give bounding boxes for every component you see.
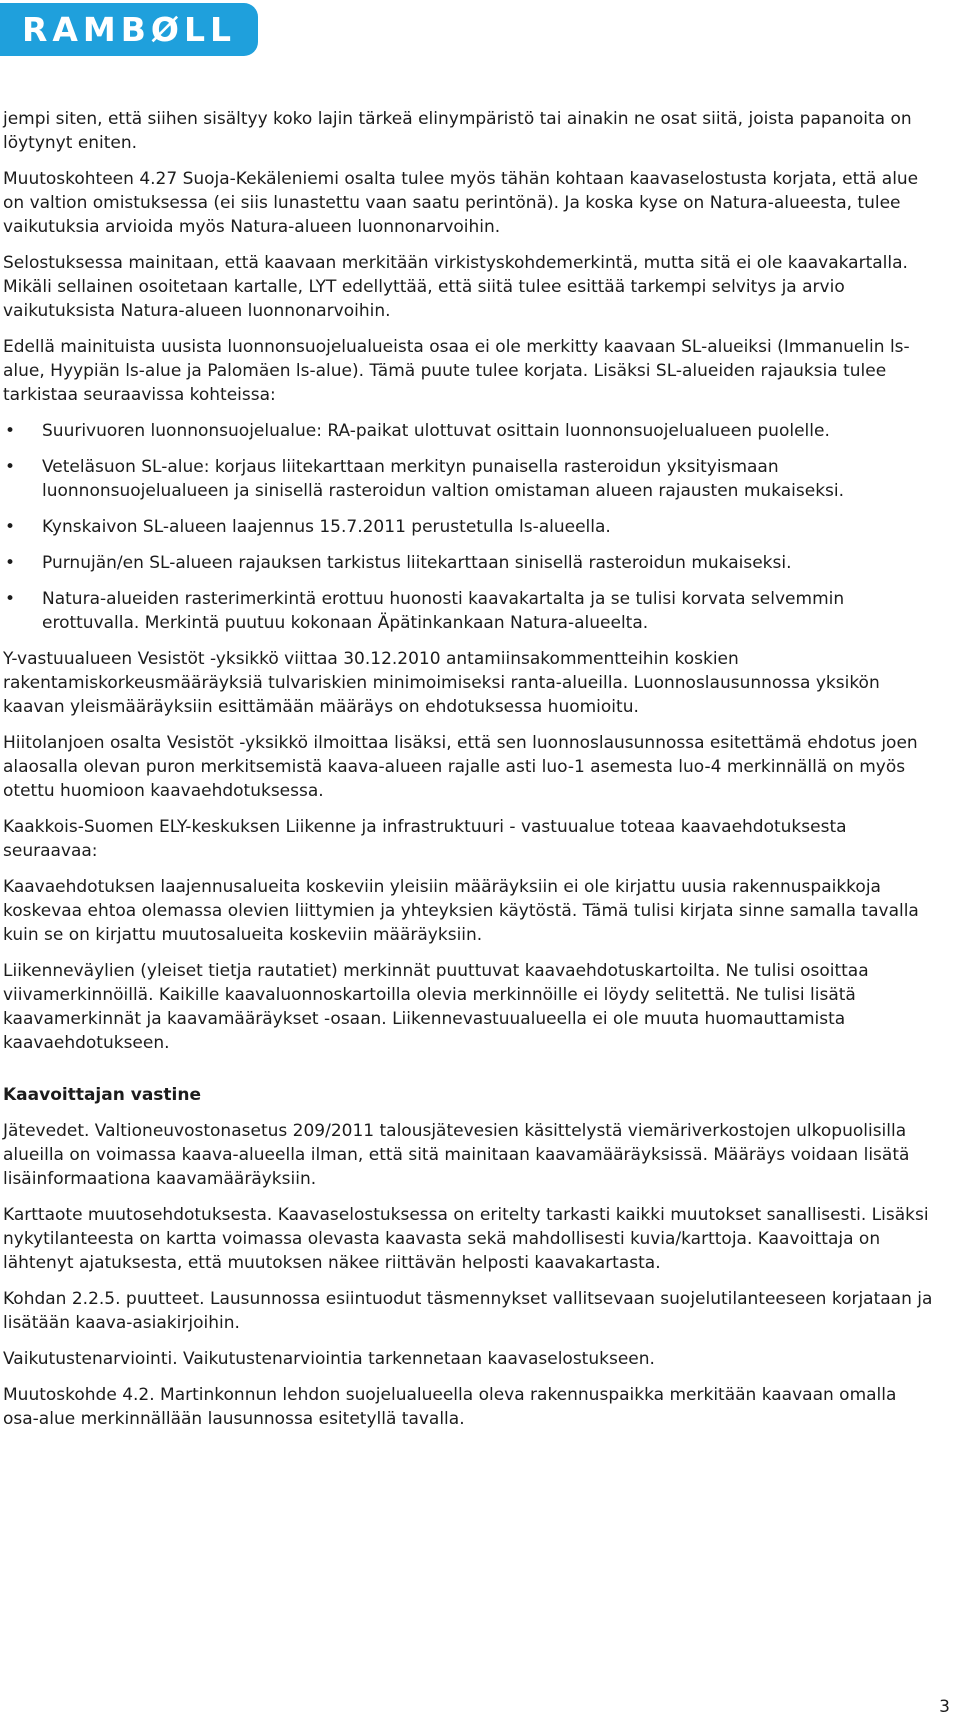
paragraph: Edellä mainituista uusista luonnonsuojelualueista osaa ei ole merkitty kaavaan SL-alueiksi (Immanuelin ls-alue, Hyypiän ls-alue ja Palomäen ls-alue). Tämä puute tulee korjata. Lisäksi SL-alueiden rajauksia tulee tarkistaa seuraavissa kohteissa: bbox=[3, 337, 910, 405]
list-item-text: Suurivuoren luonnonsuojelualue: RA-paikat ulottuvat osittain luonnonsuojelualueen puolelle. bbox=[42, 421, 830, 441]
paragraph: Kaakkois-Suomen ELY-keskuksen Liikenne ja infrastruktuuri - vastuualue toteaa kaavaehdotuksesta seuraavaa: bbox=[3, 817, 847, 861]
paragraph: Kaavaehdotuksen laajennusalueita koskeviin yleisiin määräyksiin ei ole kirjattu uusia rakennuspaikkoja koskevaa ehtoa olemassa olevien liittymien ja yhteyksien käytöstä. Tämä tulisi kirjata sinne samalla tavalla kuin se on kirjattu muutosalueita koskeviin määräyksiin. bbox=[3, 877, 919, 945]
paragraph: Muutoskohteen 4.27 Suoja-Kekäleniemi osalta tulee myös tähän kohtaan kaavaselostusta korjata, että alue on valtion omistuksessa (ei siis lunastettu vaan saatu perintönä). Ja koska kyse on Natura-alueesta, tulee vaikutuksia arvioida myös Natura-alueen luonnonarvoihin. bbox=[3, 169, 919, 237]
bullet-icon: • bbox=[5, 421, 16, 441]
paragraph: jempi siten, että siihen sisältyy koko lajin tärkeä elinympäristö tai ainakin ne osat siitä, joista papanoita on löytynyt eniten. bbox=[3, 109, 912, 153]
list-item bbox=[3, 455, 933, 503]
bullet-icon: • bbox=[5, 553, 16, 573]
list-item bbox=[3, 419, 933, 443]
bullet-list bbox=[3, 419, 933, 635]
list-item-text: Natura-alueiden rasterimerkintä erottuu huonosti kaavakartalta ja se tulisi korvata selvemmin erottuvalla. Merkintä puutuu kokonaan Äpätinkankaan Natura-alueelta. bbox=[42, 589, 845, 633]
paragraph: Karttaote muutosehdotuksesta. Kaavaselostuksessa on eritelty tarkasti kaikki muutokset sanallisesti. Lisäksi nykytilanteesta on kartta voimassa olevasta kaavasta sekä mahdollisesti kuvia/karttoja. Kaavoittaja on lähtenyt ajatuksesta, että muutoksen näkee riittävän helposti kaavakartasta. bbox=[3, 1205, 929, 1273]
paragraph: Y-vastuualueen Vesistöt -yksikkö viittaa 30.12.2010 antamiinsakommentteihin koskien rakentamiskorkeusmääräyksiä tulvariskien minimoimiseksi ranta-alueilla. Luonnoslausunnossa yksikön kaavan yleismääräyksiin esittämään määräys on ehdotuksessa huomioitu. bbox=[3, 649, 880, 717]
paragraph: Liikenneväylien (yleiset tietja rautatiet) merkinnät puuttuvat kaavaehdotuskartoilta. Ne tulisi osoittaa viivamerkinnöillä. Kaikille kaavaluonnoskartoilla olevia merkinnöille ei löydy selitettä. Ne tulisi lisätä kaavamerkinnät ja kaavamääräykset -osaan. Liikennevastuualueella ei ole muuta huomauttamista kaavaehdotukseen. bbox=[3, 961, 869, 1053]
list-item bbox=[3, 587, 933, 635]
bullet-icon: • bbox=[5, 517, 16, 537]
paragraph: Muutoskohde 4.2. Martinkonnun lehdon suojelualueella oleva rakennuspaikka merkitään kaavaan omalla osa-alue merkinnällään lausunnossa esitetyllä tavalla. bbox=[3, 1385, 897, 1429]
list-item-text: Kynskaivon SL-alueen laajennus 15.7.2011 perustetulla ls-alueella. bbox=[42, 517, 611, 537]
logo-text: RAMBØLL bbox=[21, 10, 237, 49]
bullet-icon: • bbox=[5, 457, 16, 477]
paragraph: Vaikutustenarviointi. Vaikutustenarviointia tarkennetaan kaavaselostukseen. bbox=[3, 1349, 655, 1369]
list-item-text: Purnujän/en SL-alueen rajauksen tarkistus liitekarttaan sinisellä rasteroidun mukaiseksi. bbox=[42, 553, 792, 573]
section-heading: Kaavoittajan vastine bbox=[3, 1085, 202, 1105]
ramboll-logo bbox=[0, 3, 258, 56]
paragraph: Jätevedet. Valtioneuvostonasetus 209/2011 talousjätevesien käsittelystä viemäriverkostojen ulkopuolisilla alueilla on voimassa kaava-alueella ilman, että sitä mainitaan kaavamääräyksissä. Määräys voidaan lisätä lisäinformaationa kaavamääräyksiin. bbox=[3, 1121, 910, 1189]
page-number: 3 bbox=[939, 1697, 950, 1717]
paragraph: Selostuksessa mainitaan, että kaavaan merkitään virkistyskohdemerkintä, mutta sitä ei ole kaavakartalla. Mikäli sellainen osoitetaan kartalle, LYT edellyttää, että siitä tulee esittää tarkempi selvitys ja arvio vaikutuksista Natura-alueen luonnonarvoihin. bbox=[3, 253, 908, 321]
document-body bbox=[3, 107, 933, 1443]
paragraph: Kohdan 2.2.5. puutteet. Lausunnossa esiintuodut täsmennykset vallitsevaan suojelutilanteeseen korjataan ja lisätään kaava-asiakirjoihin. bbox=[3, 1289, 933, 1333]
bullet-icon: • bbox=[5, 589, 16, 609]
list-item bbox=[3, 515, 933, 539]
list-item bbox=[3, 551, 933, 575]
list-item-text: Veteläsuon SL-alue: korjaus liitekarttaan merkityn punaisella rasteroidun yksityismaan luonnonsuojelualueen ja sinisellä rasteroidun valtion omistaman alueen rajausten mukaiseksi. bbox=[42, 457, 845, 501]
paragraph: Hiitolanjoen osalta Vesistöt -yksikkö ilmoittaa lisäksi, että sen luonnoslausunnossa esitettämä ehdotus joen alaosalla olevan puron merkitsemistä kaava-alueen rajalle asti luo-1 asemesta luo-4 merkinnällä on myös otettu huomioon kaavaehdotuksessa. bbox=[3, 733, 918, 801]
